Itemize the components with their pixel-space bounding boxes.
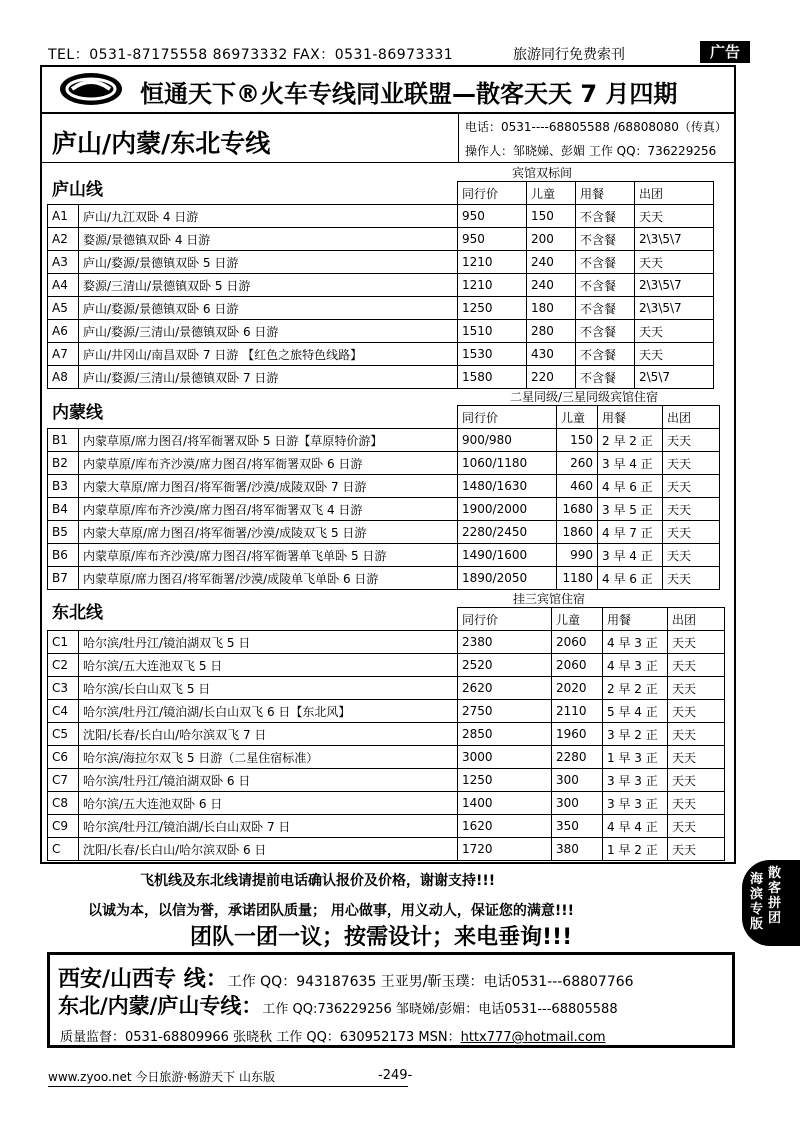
column-header: 用餐 bbox=[603, 608, 668, 631]
route-id: C7 bbox=[48, 769, 79, 792]
peer-price: 1210 bbox=[458, 251, 527, 274]
route-name: 庐山/婺源/景德镇双卧 6 日游 bbox=[79, 297, 458, 320]
table-row bbox=[48, 297, 714, 320]
xian-line-detail: 工作 QQ：943187635 王亚男/靳玉璞：电话0531---68807766 bbox=[227, 974, 634, 990]
child-price: 280 bbox=[527, 320, 576, 343]
side-tab bbox=[742, 860, 800, 946]
peer-price: 1250 bbox=[458, 769, 552, 792]
route-name: 庐山/婺源/景德镇双卧 5 日游 bbox=[79, 251, 458, 274]
route-id: B4 bbox=[48, 498, 79, 521]
meals: 3 早 4 正 bbox=[598, 544, 663, 567]
section-title-neimeng: 内蒙线 bbox=[52, 403, 103, 423]
peer-price: 1900/2000 bbox=[458, 498, 557, 521]
route-id: B7 bbox=[48, 567, 79, 590]
xian-line-label: 西安/山西专 线： bbox=[58, 967, 228, 992]
divider bbox=[42, 162, 734, 163]
route-id: B2 bbox=[48, 452, 79, 475]
route-id: A2 bbox=[48, 228, 79, 251]
meals: 1 早 3 正 bbox=[603, 746, 668, 769]
route-id: C8 bbox=[48, 792, 79, 815]
peer-price: 1490/1600 bbox=[458, 544, 557, 567]
meals: 4 早 4 正 bbox=[603, 815, 668, 838]
meals: 3 早 5 正 bbox=[598, 498, 663, 521]
meals: 不含餐 bbox=[576, 343, 635, 366]
meals: 4 早 6 正 bbox=[598, 567, 663, 590]
route-title: 庐山/内蒙/东北专线 bbox=[52, 129, 271, 158]
peer-price: 3000 bbox=[458, 746, 552, 769]
dongbei-line-label: 东北/内蒙/庐山专线： bbox=[58, 994, 263, 1018]
route-name: 婺源/景德镇双卧 4 日游 bbox=[79, 228, 458, 251]
child-price: 260 bbox=[557, 452, 598, 475]
route-id: C5 bbox=[48, 723, 79, 746]
table-row bbox=[48, 228, 714, 251]
meals: 5 早 4 正 bbox=[603, 700, 668, 723]
route-id: C9 bbox=[48, 815, 79, 838]
table-row bbox=[48, 429, 720, 452]
table-row bbox=[48, 654, 725, 677]
route-name: 哈尔滨/长白山双飞 5 日 bbox=[79, 677, 458, 700]
xian-line-contact bbox=[58, 962, 634, 993]
route-name: 庐山/井冈山/南昌双卧 7 日游 【红色之旅特色线路】 bbox=[79, 343, 458, 366]
route-name: 哈尔滨/牡丹江/镜泊湖双卧 6 日 bbox=[79, 769, 458, 792]
departure: 天天 bbox=[663, 498, 720, 521]
departure: 2\3\5\7 bbox=[635, 297, 714, 320]
msn-link[interactable]: httx777@hotmail.com bbox=[460, 1030, 606, 1045]
page-number: -249- bbox=[378, 1068, 413, 1083]
child-price: 150 bbox=[527, 205, 576, 228]
side-tab-text-2: 散客拼团 bbox=[768, 866, 782, 926]
route-id: C4 bbox=[48, 700, 79, 723]
column-header: 用餐 bbox=[576, 182, 635, 205]
departure: 天天 bbox=[668, 677, 725, 700]
footer-rule bbox=[48, 1086, 408, 1087]
header bbox=[42, 66, 734, 114]
child-price: 1180 bbox=[557, 567, 598, 590]
child-price: 350 bbox=[552, 815, 603, 838]
meals: 不含餐 bbox=[576, 251, 635, 274]
table-row bbox=[48, 452, 720, 475]
route-name: 内蒙草原/库布齐沙漠/席力图召/将军衙署双卧 6 日游 bbox=[79, 452, 458, 475]
child-price: 2280 bbox=[552, 746, 603, 769]
peer-price: 2280/2450 bbox=[458, 521, 557, 544]
table-row bbox=[48, 205, 714, 228]
child-price: 2110 bbox=[552, 700, 603, 723]
child-price: 430 bbox=[527, 343, 576, 366]
departure: 2\3\5\7 bbox=[635, 274, 714, 297]
column-header: 同行价 bbox=[458, 406, 557, 429]
top-bar bbox=[48, 44, 748, 64]
route-name: 内蒙草原/席力图召/将军衙署双卧 5 日游【草原特价游】 bbox=[79, 429, 458, 452]
neimeng-table bbox=[47, 405, 720, 590]
route-id: A3 bbox=[48, 251, 79, 274]
meals: 3 早 4 正 bbox=[598, 452, 663, 475]
peer-price: 1400 bbox=[458, 792, 552, 815]
route-name: 庐山/九江双卧 4 日游 bbox=[79, 205, 458, 228]
child-price: 2060 bbox=[552, 631, 603, 654]
index-label: 旅游同行免费索刊 bbox=[513, 47, 625, 63]
route-id: A5 bbox=[48, 297, 79, 320]
child-price: 380 bbox=[552, 838, 603, 861]
quality-supervision-text: 质量监督：0531-68809966 张晓秋 工作 QQ：630952173 MSN： bbox=[60, 1030, 461, 1045]
table-row bbox=[48, 521, 720, 544]
route-id: A6 bbox=[48, 320, 79, 343]
lushan-group-label: 宾馆双标间 bbox=[512, 166, 573, 180]
column-header: 儿童 bbox=[527, 182, 576, 205]
table-row bbox=[48, 792, 725, 815]
child-price: 200 bbox=[527, 228, 576, 251]
meals: 3 早 3 正 bbox=[603, 769, 668, 792]
side-tab-text-1: 海滨专版 bbox=[750, 872, 764, 932]
child-price: 2020 bbox=[552, 677, 603, 700]
departure: 天天 bbox=[663, 544, 720, 567]
column-header: 出团 bbox=[668, 608, 725, 631]
meals: 2 早 2 正 bbox=[603, 677, 668, 700]
dongbei-line-contact bbox=[58, 990, 618, 1020]
table-row bbox=[48, 677, 725, 700]
peer-price: 900/980 bbox=[458, 429, 557, 452]
route-name: 沈阳/长春/长白山/哈尔滨双卧 6 日 bbox=[79, 838, 458, 861]
table-row bbox=[48, 567, 720, 590]
child-price: 300 bbox=[552, 769, 603, 792]
table-row bbox=[48, 544, 720, 567]
departure: 天天 bbox=[663, 475, 720, 498]
departure: 天天 bbox=[635, 205, 714, 228]
route-id: A8 bbox=[48, 366, 79, 389]
route-id: C bbox=[48, 838, 79, 861]
route-name: 内蒙大草原/席力图召/将军衙署/沙漠/成陵双卧 7 日游 bbox=[79, 475, 458, 498]
route-id: A7 bbox=[48, 343, 79, 366]
peer-price: 2850 bbox=[458, 723, 552, 746]
child-price: 300 bbox=[552, 792, 603, 815]
departure: 天天 bbox=[668, 700, 725, 723]
child-price: 150 bbox=[557, 429, 598, 452]
dongbei-line-detail: 工作 QQ:736229256 邹晓娣/彭媚：电话0531---68805588 bbox=[262, 1002, 618, 1017]
departure: 2\3\5\7 bbox=[635, 228, 714, 251]
departure: 天天 bbox=[668, 769, 725, 792]
child-price: 1860 bbox=[557, 521, 598, 544]
peer-price: 2380 bbox=[458, 631, 552, 654]
departure: 天天 bbox=[663, 567, 720, 590]
page-title: 恒通天下®火车专线同业联盟—散客天天 7 月四期 bbox=[140, 80, 678, 108]
contact-phone: 电话：0531----68805588 /68808080（传真） bbox=[465, 120, 727, 134]
contact-operator: 操作人：邹晓娣、彭媚 工作 QQ：736229256 bbox=[465, 144, 717, 158]
meals: 不含餐 bbox=[576, 205, 635, 228]
notice-slogan: 以诚为本，以信为誉，承诺团队质量； 用心做事，用义动人，保证您的满意!!! bbox=[88, 903, 575, 919]
departure: 天天 bbox=[668, 723, 725, 746]
meals: 2 早 2 正 bbox=[598, 429, 663, 452]
notice-team: 团队一团一议；按需设计；来电垂询!!! bbox=[190, 925, 573, 950]
child-price: 240 bbox=[527, 251, 576, 274]
column-header: 儿童 bbox=[552, 608, 603, 631]
ad-badge: 广告 bbox=[700, 41, 750, 63]
route-id: B5 bbox=[48, 521, 79, 544]
peer-price: 950 bbox=[458, 205, 527, 228]
section-title-dongbei: 东北线 bbox=[52, 603, 103, 623]
child-price: 220 bbox=[527, 366, 576, 389]
meals: 不含餐 bbox=[576, 320, 635, 343]
notice-confirm: 飞机线及东北线请提前电话确认报价及价格，谢谢支持!!! bbox=[140, 873, 496, 889]
meals: 4 早 3 正 bbox=[603, 654, 668, 677]
departure: 天天 bbox=[663, 429, 720, 452]
footer-site: www.zyoo.net 今日旅游·畅游天下 山东版 bbox=[48, 1070, 275, 1084]
table-row bbox=[48, 274, 714, 297]
route-name: 哈尔滨/牡丹江/镜泊湖/长白山双飞 6 日【东北风】 bbox=[79, 700, 458, 723]
route-id: B1 bbox=[48, 429, 79, 452]
departure: 天天 bbox=[668, 654, 725, 677]
quality-supervision bbox=[60, 1026, 606, 1045]
column-header: 儿童 bbox=[557, 406, 598, 429]
route-id: B3 bbox=[48, 475, 79, 498]
child-price: 1960 bbox=[552, 723, 603, 746]
route-id: B6 bbox=[48, 544, 79, 567]
route-name: 庐山/婺源/三清山/景德镇双卧 6 日游 bbox=[79, 320, 458, 343]
departure: 天天 bbox=[668, 631, 725, 654]
peer-price: 1720 bbox=[458, 838, 552, 861]
route-name: 哈尔滨/五大连池双飞 5 日 bbox=[79, 654, 458, 677]
column-header: 同行价 bbox=[458, 182, 527, 205]
table-header-blank bbox=[48, 406, 458, 429]
meals: 1 早 2 正 bbox=[603, 838, 668, 861]
route-name: 婺源/三清山/景德镇双卧 5 日游 bbox=[79, 274, 458, 297]
peer-price: 1250 bbox=[458, 297, 527, 320]
table-row bbox=[48, 769, 725, 792]
peer-price: 2620 bbox=[458, 677, 552, 700]
table-header-blank bbox=[48, 608, 458, 631]
peer-price: 2520 bbox=[458, 654, 552, 677]
peer-price: 2750 bbox=[458, 700, 552, 723]
child-price: 2060 bbox=[552, 654, 603, 677]
peer-price: 1510 bbox=[458, 320, 527, 343]
departure: 天天 bbox=[635, 343, 714, 366]
table-header-row bbox=[48, 406, 720, 429]
route-name: 哈尔滨/牡丹江/镜泊湖双飞 5 日 bbox=[79, 631, 458, 654]
departure: 天天 bbox=[668, 815, 725, 838]
departure: 天天 bbox=[635, 320, 714, 343]
meals: 不含餐 bbox=[576, 297, 635, 320]
departure: 天天 bbox=[668, 792, 725, 815]
meals: 不含餐 bbox=[576, 228, 635, 251]
route-name: 哈尔滨/海拉尔双飞 5 日游（二星住宿标准） bbox=[79, 746, 458, 769]
table-row bbox=[48, 723, 725, 746]
child-price: 460 bbox=[557, 475, 598, 498]
table-header-row bbox=[48, 608, 725, 631]
company-logo-icon bbox=[60, 73, 122, 105]
meals: 3 早 3 正 bbox=[603, 792, 668, 815]
meals: 4 早 7 正 bbox=[598, 521, 663, 544]
route-name: 内蒙草原/席力图召/将军衙署/沙漠/成陵单飞单卧 6 日游 bbox=[79, 567, 458, 590]
peer-price: 1890/2050 bbox=[458, 567, 557, 590]
table-row bbox=[48, 366, 714, 389]
route-name: 内蒙草原/库布齐沙漠/席力图召/将军衙署单飞单卧 5 日游 bbox=[79, 544, 458, 567]
child-price: 180 bbox=[527, 297, 576, 320]
route-name: 内蒙草原/库布齐沙漠/席力图召/将军衙署双飞 4 日游 bbox=[79, 498, 458, 521]
departure: 天天 bbox=[663, 521, 720, 544]
route-name: 庐山/婺源/三清山/景德镇双卧 7 日游 bbox=[79, 366, 458, 389]
departure: 2\5\7 bbox=[635, 366, 714, 389]
dongbei-group-label: 挂三宾馆住宿 bbox=[513, 592, 586, 606]
section-title-lushan: 庐山线 bbox=[52, 180, 103, 200]
table-row bbox=[48, 746, 725, 769]
peer-price: 1210 bbox=[458, 274, 527, 297]
peer-price: 1530 bbox=[458, 343, 527, 366]
route-name: 哈尔滨/牡丹江/镜泊湖/长白山双卧 7 日 bbox=[79, 815, 458, 838]
table-row bbox=[48, 343, 714, 366]
peer-price: 1580 bbox=[458, 366, 527, 389]
meals: 4 早 6 正 bbox=[598, 475, 663, 498]
child-price: 990 bbox=[557, 544, 598, 567]
table-row bbox=[48, 838, 725, 861]
table-row bbox=[48, 251, 714, 274]
column-header: 出团 bbox=[663, 406, 720, 429]
child-price: 240 bbox=[527, 274, 576, 297]
column-header: 同行价 bbox=[458, 608, 552, 631]
meals: 不含餐 bbox=[576, 274, 635, 297]
neimeng-group-label: 二星同级/三星同级宾馆住宿 bbox=[510, 390, 659, 404]
route-id: C6 bbox=[48, 746, 79, 769]
route-id: C3 bbox=[48, 677, 79, 700]
departure: 天天 bbox=[668, 838, 725, 861]
departure: 天天 bbox=[663, 452, 720, 475]
dongbei-table bbox=[47, 607, 725, 861]
peer-price: 950 bbox=[458, 228, 527, 251]
table-row bbox=[48, 320, 714, 343]
table-row bbox=[48, 498, 720, 521]
meals: 3 早 2 正 bbox=[603, 723, 668, 746]
route-name: 哈尔滨/五大连池双卧 6 日 bbox=[79, 792, 458, 815]
table-row bbox=[48, 475, 720, 498]
route-id: A1 bbox=[48, 205, 79, 228]
route-name: 内蒙大草原/席力图召/将军衙署/沙漠/成陵双飞 5 日游 bbox=[79, 521, 458, 544]
lushan-table bbox=[47, 181, 714, 389]
column-header: 出团 bbox=[635, 182, 714, 205]
departure: 天天 bbox=[668, 746, 725, 769]
peer-price: 1620 bbox=[458, 815, 552, 838]
table-header-row bbox=[48, 182, 714, 205]
route-id: C1 bbox=[48, 631, 79, 654]
route-name: 沈阳/长春/长白山/哈尔滨双飞 7 日 bbox=[79, 723, 458, 746]
route-id: C2 bbox=[48, 654, 79, 677]
meals: 4 早 3 正 bbox=[603, 631, 668, 654]
table-row bbox=[48, 631, 725, 654]
meals: 不含餐 bbox=[576, 366, 635, 389]
table-row bbox=[48, 700, 725, 723]
footer bbox=[48, 1068, 413, 1085]
peer-price: 1060/1180 bbox=[458, 452, 557, 475]
peer-price: 1480/1630 bbox=[458, 475, 557, 498]
child-price: 1680 bbox=[557, 498, 598, 521]
column-header: 用餐 bbox=[598, 406, 663, 429]
divider bbox=[458, 112, 459, 162]
departure: 天天 bbox=[635, 251, 714, 274]
route-id: A4 bbox=[48, 274, 79, 297]
fax-phone-line: TEL：0531-87175558 86973332 FAX：0531-86973331 bbox=[48, 47, 454, 63]
table-row bbox=[48, 815, 725, 838]
table-header-blank bbox=[48, 182, 458, 205]
